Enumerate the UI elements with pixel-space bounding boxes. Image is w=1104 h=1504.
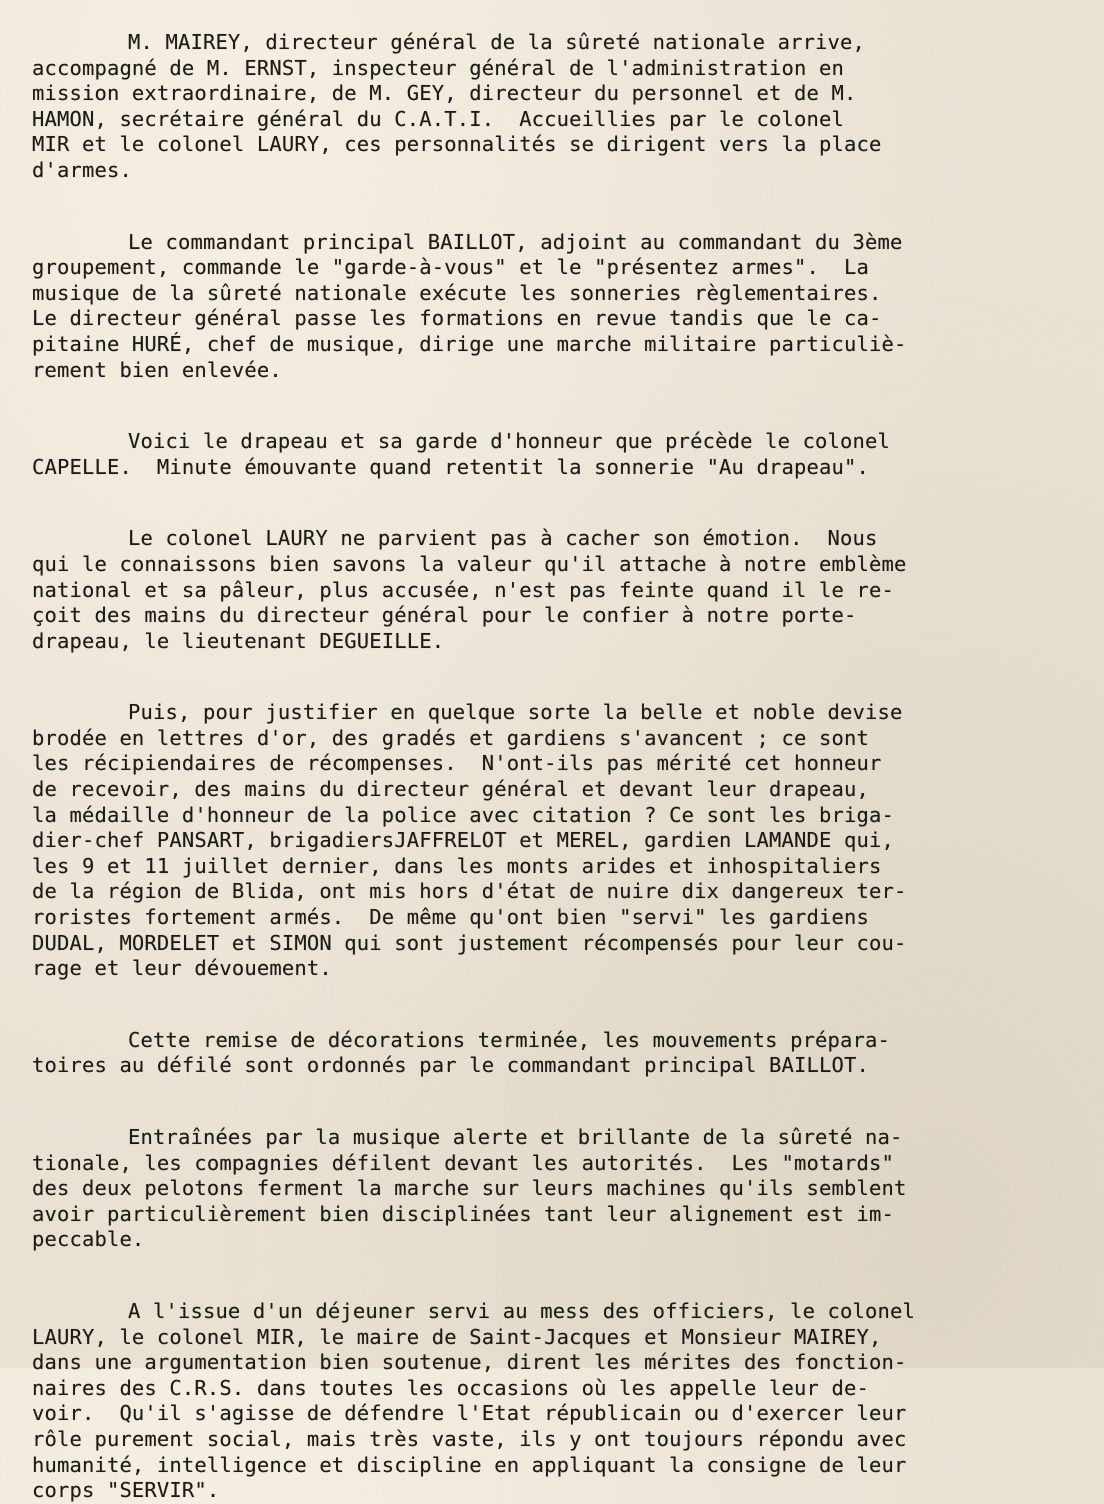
text-line: voir. Qu'il s'agisse de défendre l'Etat républicain ou d'exercer leur — [32, 1401, 907, 1426]
text-line: Entraînées par la musique alerte et brillante de la sûreté na- — [128, 1125, 903, 1149]
text-line: A l'issue d'un déjeuner servi au mess des officiers, le colonel — [128, 1298, 915, 1323]
text-line: tionale, les compagnies défilent devant les autorités. Les "motards" — [32, 1150, 894, 1175]
text-line: rôle purement social, mais très vaste, ils y ont toujours répondu avec — [32, 1426, 907, 1451]
text-line: toires au défilé sont ordonnés par le commandant principal BAILLOT. — [32, 1053, 869, 1078]
paragraph-lunch — [32, 1299, 1064, 1504]
text-line: drapeau, le lieutenant DEGUEILLE. — [32, 628, 445, 653]
text-line: national et sa pâleur, plus accusée, n'est pas feinte quand il le re- — [32, 577, 894, 602]
text-line: les 9 et 11 juillet dernier, dans les monts arides et inhospitaliers — [32, 853, 882, 878]
paragraph-parade — [32, 1125, 1064, 1253]
paragraph-emotion — [32, 526, 1064, 654]
text-line: humanité, intelligence et discipline en appliquant la consigne de leur — [32, 1452, 907, 1477]
paragraph-awards — [32, 700, 1064, 982]
text-line: groupement, commande le "garde-à-vous" et le "présentez armes". La — [32, 255, 869, 280]
text-line: les récipiendaires de récompenses. N'ont-ils pas mérité cet honneur — [32, 751, 882, 776]
text-line: MIR et le colonel LAURY, ces personnalités se dirigent vers la place — [32, 132, 882, 157]
text-line: CAPELLE. Minute émouvante quand retentit la sonnerie "Au drapeau". — [32, 454, 869, 479]
text-line: dier-chef PANSART, brigadiersJAFFRELOT et MEREL, gardien LAMANDE qui, — [32, 828, 894, 853]
paragraph-arrival — [32, 30, 1064, 184]
text-line: brodée en lettres d'or, des gradés et gardiens s'avancent ; ce sont — [32, 725, 869, 750]
text-line: la médaille d'honneur de la police avec citation ? Ce sont les briga- — [32, 802, 894, 827]
text-line: de recevoir, des mains du directeur général et devant leur drapeau, — [32, 777, 869, 802]
text-line: pitaine HURÉ, chef de musique, dirige une marche militaire particuliè- — [32, 331, 907, 356]
text-line: avoir particulièrement bien disciplinées tant leur alignement est im- — [32, 1201, 894, 1226]
paragraph-review — [32, 230, 1064, 384]
text-line: Cette remise de décorations terminée, les mouvements prépara- — [128, 1027, 891, 1052]
text-line: M. MAIREY, directeur général de la sûreté nationale arrive, — [128, 30, 866, 54]
text-line: des deux pelotons ferment la marche sur leurs machines qu'ils semblent — [32, 1176, 907, 1201]
text-line: Le directeur général passe les formations en revue tandis que le ca- — [32, 306, 882, 331]
text-line: qui le connaissons bien savons la valeur qu'il attache à notre emblème — [32, 551, 907, 576]
text-line: d'armes. — [32, 157, 132, 182]
text-line: Le colonel LAURY ne parvient pas à cacher son émotion. Nous — [128, 526, 878, 551]
text-line: roristes fortement armés. De même qu'ont bien "servi" les gardiens — [32, 905, 869, 930]
text-line: Voici le drapeau et sa garde d'honneur que précède le colonel — [128, 429, 891, 454]
text-line: naires des C.R.S. dans toutes les occasions où les appelle leur de- — [32, 1375, 869, 1400]
text-line: corps "SERVIR". — [32, 1478, 220, 1503]
text-line: dans une argumentation bien soutenue, dirent les mérites des fonction- — [32, 1350, 907, 1375]
text-line: Le commandant principal BAILLOT, adjoint au commandant du 3ème — [128, 229, 903, 254]
text-line: çoit des mains du directeur général pour le confier à notre porte- — [32, 603, 857, 628]
text-line: DUDAL, MORDELET et SIMON qui sont justement récompensés pour leur cou- — [32, 930, 907, 955]
text-line: HAMON, secrétaire général du C.A.T.I. Accueillies par le colonel — [32, 106, 844, 131]
text-line: accompagné de M. ERNST, inspecteur général de l'administration en — [32, 55, 844, 80]
text-line: mission extraordinaire, de M. GEY, directeur du personnel et de M. — [32, 81, 857, 106]
text-line: rage et leur dévouement. — [32, 956, 332, 981]
text-line: musique de la sûreté nationale exécute les sonneries règlementaires. — [32, 280, 882, 305]
paragraph-flag — [32, 429, 1064, 480]
text-line: peccable. — [32, 1227, 145, 1252]
text-line: rement bien enlevée. — [32, 357, 282, 382]
text-line: Puis, pour justifier en quelque sorte la belle et noble devise — [128, 700, 903, 725]
text-line: de la région de Blida, ont mis hors d'état de nuire dix dangereux ter- — [32, 879, 907, 904]
paragraph-parade-prep — [32, 1028, 1064, 1079]
text-line: LAURY, le colonel MIR, le maire de Saint-Jacques et Monsieur MAIREY, — [32, 1324, 882, 1349]
